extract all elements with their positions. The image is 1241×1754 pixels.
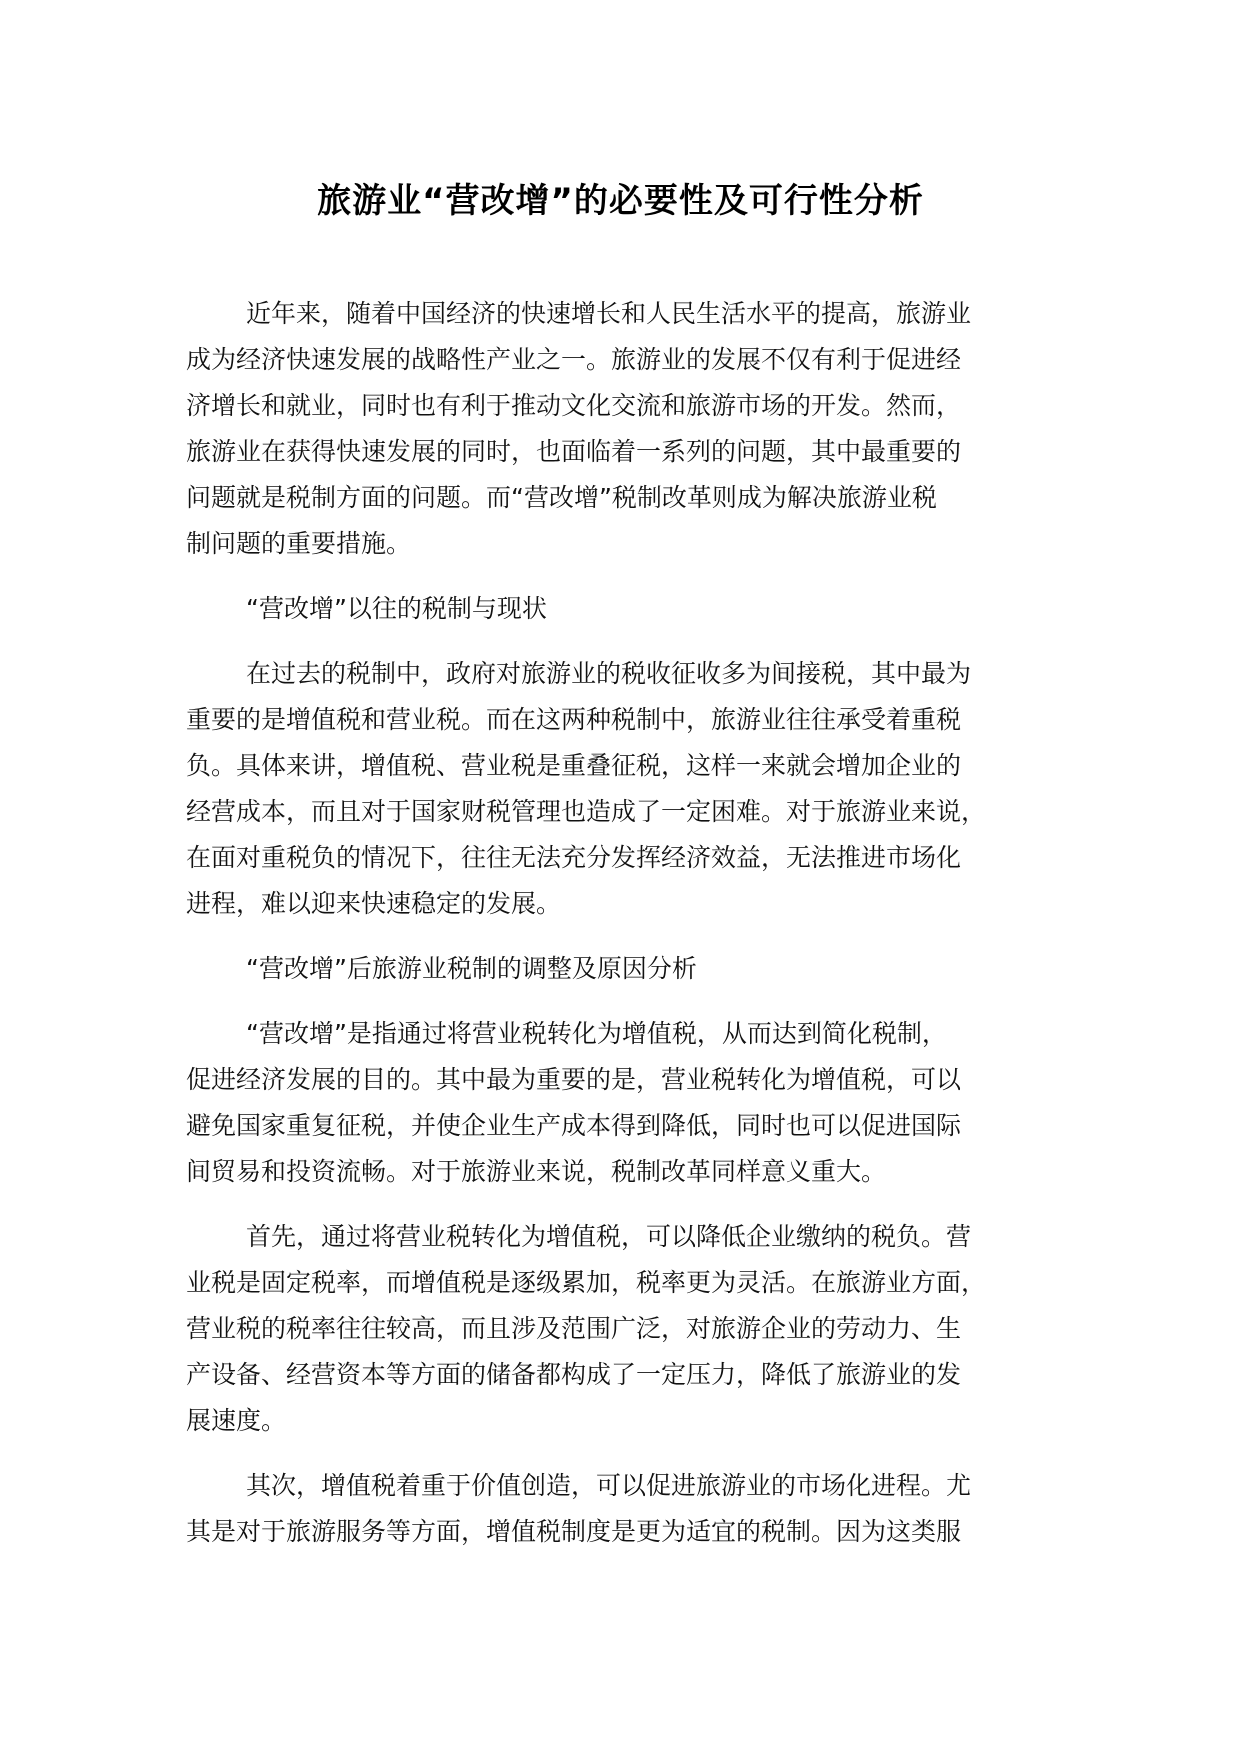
paragraph-line: 制问题的重要措施。 [186,529,412,558]
paragraph-line: 营业税的税率往往较高，而且涉及范围广泛，对旅游企业的劳动力、生 [186,1314,962,1343]
paragraph-line: 首先，通过将营业税转化为增值税，可以降低企业缴纳的税负。营 [246,1222,972,1251]
paragraph [186,291,1086,567]
section-heading-text: “营改增”以往的税制与现状 [246,594,547,623]
paragraph-line: 成为经济快速发展的战略性产业之一。旅游业的发展不仅有利于促进经 [186,345,962,374]
section-heading [186,586,1086,632]
paragraph-line: 旅游业在获得快速发展的同时，也面临着一系列的问题，其中最重要的 [186,437,962,466]
paragraph-line: 业税是固定税率，而增值税是逐级累加，税率更为灵活。在旅游业方面， [186,1268,987,1297]
paragraph-line: 在过去的税制中，政府对旅游业的税收征收多为间接税，其中最为 [246,659,972,688]
paragraph-line: 其是对于旅游服务等方面，增值税制度是更为适宜的税制。因为这类服 [186,1517,962,1546]
paragraph [186,1463,1086,1555]
paragraph-line: 间贸易和投资流畅。对于旅游业来说，税制改革同样意义重大。 [186,1157,887,1186]
paragraph-line: 展速度。 [186,1406,287,1435]
section-heading [186,946,1086,992]
paragraph-line: 重要的是增值税和营业税。而在这两种税制中，旅游业往往承受着重税 [186,705,962,734]
paragraph-line: 在面对重税负的情况下，往往无法充分发挥经济效益，无法推进市场化 [186,843,962,872]
paragraph-line: 产设备、经营资本等方面的储备都构成了一定压力，降低了旅游业的发 [186,1360,962,1389]
paragraph-line: 问题就是税制方面的问题。而“营改增”税制改革则成为解决旅游业税 [186,483,937,512]
paragraph-line: 负。具体来讲，增值税、营业税是重叠征税，这样一来就会增加企业的 [186,751,962,780]
paragraph-line: 其次，增值税着重于价值创造，可以促进旅游业的市场化进程。尤 [246,1471,972,1500]
paragraph [186,1214,1086,1444]
paragraph-line: 避免国家重复征税，并使企业生产成本得到降低，同时也可以促进国际 [186,1111,962,1140]
paragraph-line: 促进经济发展的目的。其中最为重要的是，营业税转化为增值税，可以 [186,1065,962,1094]
section-heading-text: “营改增”后旅游业税制的调整及原因分析 [246,954,697,983]
paragraph-line: 近年来，随着中国经济的快速增长和人民生活水平的提高，旅游业 [246,299,972,328]
paragraph-line: 经营成本，而且对于国家财税管理也造成了一定困难。对于旅游业来说， [186,797,987,826]
paragraph-line: “营改增”是指通过将营业税转化为增值税，从而达到简化税制， [246,1019,947,1048]
paragraph-line: 进程，难以迎来快速稳定的发展。 [186,889,562,918]
paragraph-line: 济增长和就业，同时也有利于推动文化交流和旅游市场的开发。然而， [186,391,962,420]
paragraph [186,651,1086,927]
document-body [186,291,1086,1574]
paragraph [186,1011,1086,1195]
page-title: 旅游业“营改增”的必要性及可行性分析 [317,181,924,221]
